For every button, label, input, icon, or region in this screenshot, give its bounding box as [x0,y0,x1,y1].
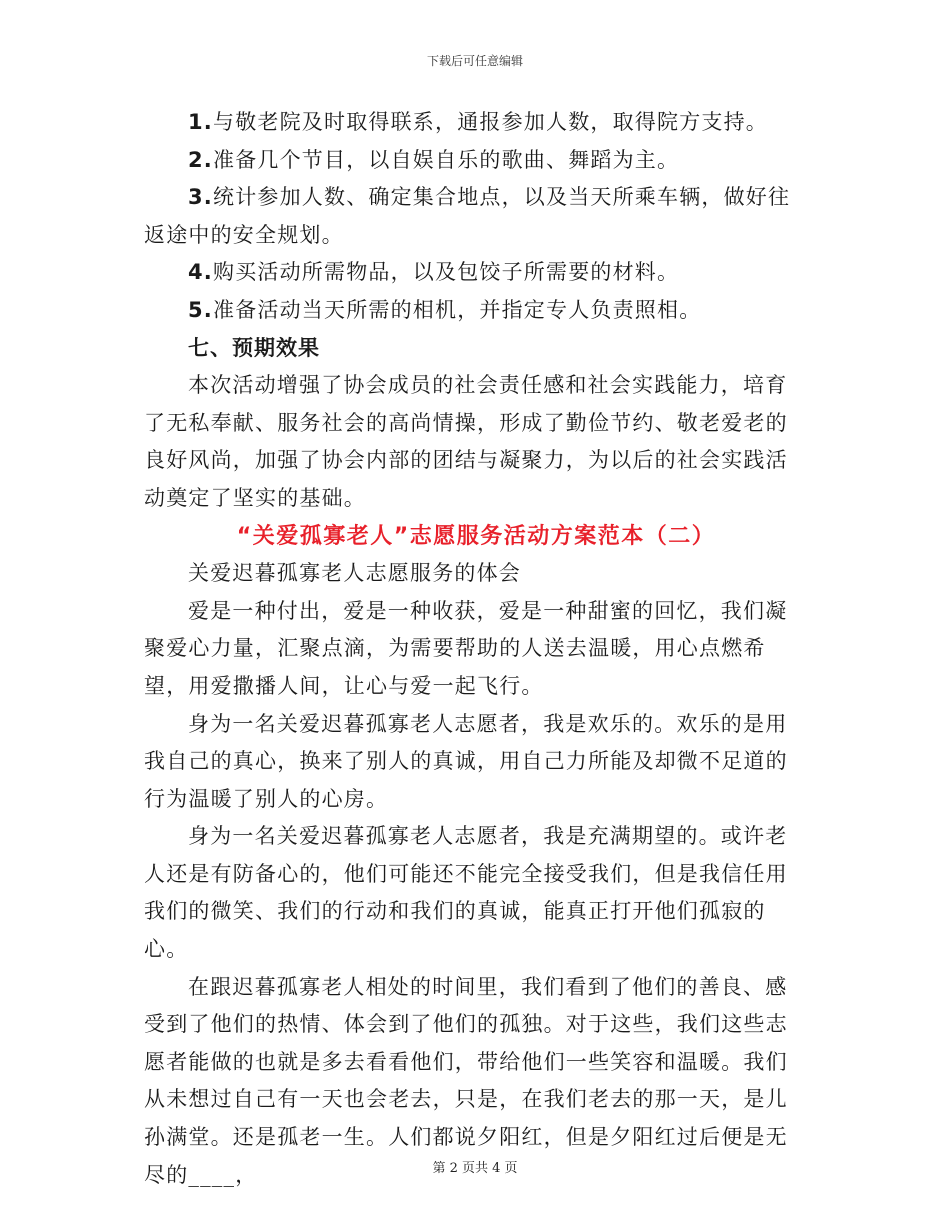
paragraph: 身为一名关爱迟暮孤寡老人志愿者，我是充满期望的。或许老人还是有防备心的，他们可能还不能完全接受我们，但是我信任用我们的微笑、我们的行动和我们的真诚，能真正打开他们孤寂的心。 [144,824,788,962]
list-item-2 [144,142,808,180]
list-item-4 [144,254,808,292]
document-title-part-two: “关爱孤寡老人”志愿服务活动方案范本（二） [236,523,716,549]
paragraph: 身为一名关爱迟暮孤寡老人志愿者，我是欢乐的。欢乐的是用我自己的真心，换来了别人的真诚，用自己力所能及却微不足道的行为温暖了别人的心房。 [144,711,788,811]
list-text: 准备几个节目，以自娱自乐的歌曲、舞蹈为主。 [213,147,680,172]
list-number: 2. [188,147,213,172]
list-text: 统计参加人数、确定集合地点，以及当天所乘车辆，做好往返途中的安全规划。 [144,185,791,247]
list-number: 4. [188,260,213,285]
list-text: 准备活动当天所需的相机，并指定专人负责照相。 [213,297,702,322]
list-number: 1. [188,110,213,134]
list-item-3 [144,179,808,254]
list-text: 与敬老院及时取得联系，通报参加人数，取得院方支持。 [213,110,768,134]
paragraph: 在跟迟暮孤寡老人相处的时间里，我们看到了他们的善良、感受到了他们的热情、体会到了他们的孤独。对于这些，我们这些志愿者能做的也就是多去看看他们，带给他们一些笑容和温暖。我们从未想过自己有一天也会老去，只是，在我们老去的那一天，是儿孙满堂。还是孤老一生。人们都说夕阳红，但是夕阳红过后便是无尽的____， [144,974,788,1187]
list-item-5 [144,292,808,330]
page-footer: 第 2 页共 4 页 [432,1161,518,1176]
list-number: 3. [188,185,213,210]
document-subtitle: 关爱迟暮孤寡老人志愿服务的体会 [188,561,521,586]
document-body [144,104,808,1194]
paragraph: 爱是一种付出，爱是一种收获，爱是一种甜蜜的回忆，我们凝聚爱心力量，汇聚点滴，为需要帮助的人送去温暖，用心点燃希望，用爱撒播人间，让心与爱一起飞行。 [144,598,788,698]
list-item-1 [144,104,808,142]
list-text: 购买活动所需物品，以及包饺子所需要的材料。 [213,260,680,285]
section-heading-expected-results: 七、预期效果 [188,335,320,360]
page-header: 下载后可任意编辑 [426,54,523,68]
paragraph-expected-results: 本次活动增强了协会成员的社会责任感和社会实践能力，培育了无私奉献、服务社会的高尚情操，形成了勤俭节约、敬老爱老的良好风尚，加强了协会内部的团结与凝聚力，为以后的社会实践活动奠定了坚实的基础。 [144,373,788,510]
list-number: 5. [188,297,213,322]
